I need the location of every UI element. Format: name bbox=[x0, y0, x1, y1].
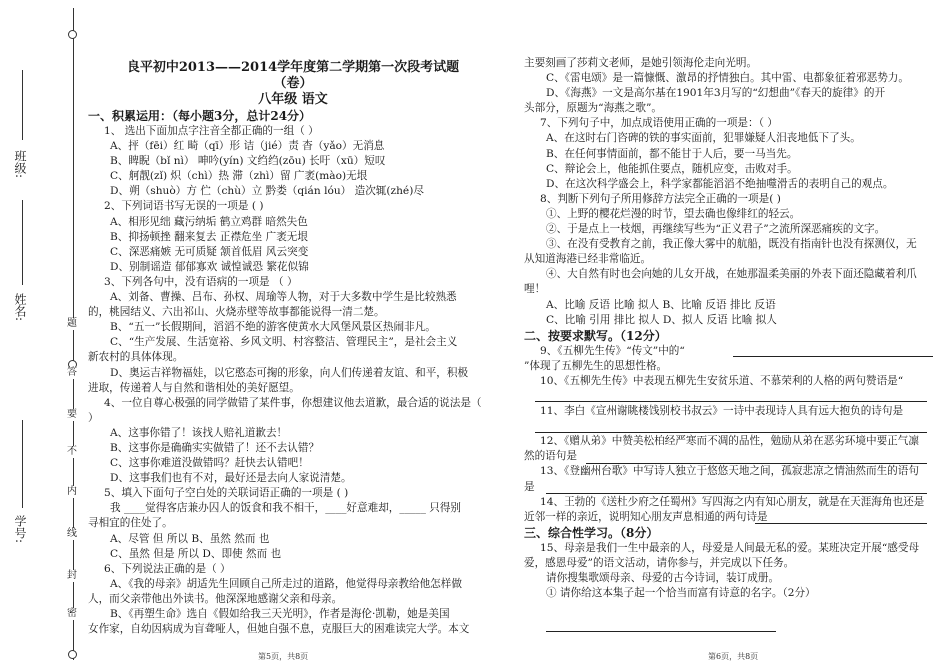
question-line: 11、李白《宣州谢眺楼饯别校书叔云》一诗中表现诗人具有远大抱负的诗句是 bbox=[540, 405, 904, 418]
seal-char: 封 bbox=[64, 570, 80, 582]
page-number-left: 第5页，共8页 bbox=[258, 652, 309, 661]
answer-blank-10[interactable] bbox=[535, 390, 927, 402]
page-number-right: 第6页，共8页 bbox=[708, 652, 759, 661]
answer-blank-12[interactable] bbox=[586, 452, 927, 464]
seal-char: 内 bbox=[64, 486, 80, 498]
question-line: ） bbox=[88, 411, 99, 424]
question-line: 人，而父亲带他出外读书。他深深地感谢父亲和母亲。 bbox=[88, 592, 343, 605]
question-line: 15、母亲是我们一生中最亲的人，母爱是人间最无私的爱。某班决定开展“感受母 bbox=[540, 541, 920, 554]
class-label: 班级: bbox=[13, 150, 27, 179]
seal-char: 答 bbox=[64, 367, 80, 379]
question-line: A、在这时右门咨碑的铁的事实面前，犯罪嫌疑人汨丧地低下了头。 bbox=[546, 132, 861, 145]
question-line: C、深恶痛嫉 无可质疑 颔首低眉 风云突变 bbox=[110, 245, 309, 258]
seal-char: 密 bbox=[64, 608, 80, 620]
left-question-text bbox=[88, 108, 498, 637]
question-line: B、在任何事情面前，都不能甘于人后，要一马当先。 bbox=[546, 147, 798, 160]
class-blank[interactable] bbox=[22, 70, 23, 140]
id-blank[interactable] bbox=[22, 420, 23, 508]
section-heading: 一、积累运用：（每小题3分，总计24分） bbox=[88, 109, 312, 123]
id-label: 学号: bbox=[13, 515, 27, 544]
question-line: B、《再塑生命》选自《假如给我三天光明》，作者是海伦·凯勒，她是美国 bbox=[110, 608, 450, 620]
seal-char: 不 bbox=[64, 446, 80, 458]
left-page bbox=[88, 60, 498, 637]
question-line: D、朔（shuò）方 伫（chù）立 黔娄（qián lóu） 造次辄(zhé)尽 bbox=[110, 185, 424, 198]
question-line: 1、 选出下面加点字注音全都正确的一组（ ） bbox=[104, 125, 319, 137]
question-line: 我 ____觉得客店兼办囚人的饭食和我不相干，____好意难却，_____ 只得别 bbox=[110, 502, 462, 515]
question-line: 请你搜集歌颂母亲、母爱的古今诗词，装订成册。 bbox=[546, 572, 780, 584]
question-line: C、辩论会上，他能抓住要点，随机应变，击败对手。 bbox=[546, 162, 798, 175]
question-line: B、这事你是确确实实做错了！还不去认错？ bbox=[110, 441, 320, 454]
question-line: D、别制谣造 郁郁寡欢 诚惶诚恐 繁花似锦 bbox=[110, 260, 309, 273]
question-line: 进取，传递着人与自然和谐相处的美好愿望。 bbox=[88, 381, 300, 394]
question-line: 10、《五柳先生传》中表现五柳先生安贫乐道、不慕荣利的人格的两句赞语是“ bbox=[540, 374, 904, 387]
question-line: 8、判断下列句子所用修辞方法完全正确的一项是( ) bbox=[540, 192, 781, 205]
answer-blank-9[interactable] bbox=[733, 345, 933, 357]
question-line: A、刘备、曹操、吕布、孙权、周瑜等人物，对于大多数中学生是比较熟悉 bbox=[110, 291, 457, 304]
question-line: ①、上野的樱花烂漫的时节，望去确也像绯红的轻云。 bbox=[546, 207, 801, 220]
question-line: A、《我的母亲》胡适先生回顾自己所走过的道路，他觉得母亲教给他怎样做 bbox=[110, 577, 462, 590]
question-line: 寻相宜的住处了。 bbox=[88, 517, 173, 530]
question-line: 12、《赠从弟》中赞美松柏经严寒而不凋的品性，勉励从弟在恶劣环境中要正气凛 bbox=[540, 435, 919, 448]
question-line: 7、下列句子中，加点成语使用正确的一项是：（ ） bbox=[540, 117, 778, 130]
question-line: D、《海燕》一文是高尔基在1901年3月写的“幻想曲”《春天的旋律》的开 bbox=[546, 87, 886, 100]
question-line: ”体现了五柳先生的思想性格。 bbox=[524, 359, 668, 372]
question-line: 14、王勃的《送杜少府之任蜀州》写四海之内有知心朋友，就是在天涯海角也还是 bbox=[540, 495, 925, 508]
binding-hole bbox=[68, 650, 77, 659]
seal-char: 线 bbox=[64, 528, 80, 540]
question-line: C、比喻 引用 排比 拟人 D、拟人 反语 比喻 拟人 bbox=[546, 313, 777, 326]
question-line: A、比喻 反语 比喻 拟人 B、比喻 反语 排比 反语 bbox=[546, 298, 776, 311]
question-line: 从知道海港已经非常临近。 bbox=[524, 253, 652, 266]
answer-blank-13[interactable] bbox=[546, 482, 927, 494]
answer-blank-11[interactable] bbox=[535, 421, 927, 433]
question-line: 是 bbox=[524, 480, 535, 493]
question-line: 6、下列说法正确的是（ ） bbox=[104, 562, 231, 575]
question-line: 5、填入下面句子空白处的关联词语正确的一项是 ( ) bbox=[104, 487, 349, 500]
question-line: 2、下列词语书写无误的一项是 ( ) bbox=[104, 200, 264, 213]
question-line: B、睥睨（bǐ nì） 呻吟(yín) 文绉绉(zōu) 长吁（xū）短叹 bbox=[110, 155, 386, 168]
question-line: C、“生产发展、生活宽裕、乡风文明、村容整洁、管理民主”，是社会主义 bbox=[110, 336, 458, 349]
section-heading: 三、综合性学习。（8分） bbox=[524, 525, 659, 540]
question-line: ②、于是点上一枝烟，再继续写些为“正义君子”之流所深恶痛疾的文字。 bbox=[546, 223, 886, 236]
question-line: A、抨（fēi）红 畸（qī）形 诘（jié）责 杳（yǎo）无消息 bbox=[110, 140, 385, 153]
question-line: D、奥运吉祥物福娃，以它憨态可掬的形象，向人们传递着友谊、和平，积极 bbox=[110, 366, 469, 379]
grade-subject: 八年级 语文 bbox=[258, 92, 328, 107]
question-line: 9、《五柳先生传》“传文”中的“ bbox=[540, 344, 685, 357]
question-line: C、虽然 但是 所以 D、即使 然而 也 bbox=[110, 547, 282, 560]
answer-blank-15[interactable] bbox=[546, 620, 776, 632]
question-line: C、《雷电颂》是一篇慷慨、激昂的抒情独白。其中雷、电都象征着邪恶势力。 bbox=[546, 72, 909, 85]
question-line: D、在这次科学盛会上，科学家都能滔滔不绝抽噬滑舌的表明自己的观点。 bbox=[546, 177, 894, 190]
question-line: 主要刻画了莎莉文老师，是她引领海伦走向光明。 bbox=[524, 57, 758, 69]
question-line: 女作家，自幼因病成为盲聋哑人，但她自强不息，克服巨大的困难读完大学。本文 bbox=[88, 623, 470, 636]
seal-char: 题 bbox=[64, 318, 80, 330]
question-line: ③、在没有受教育之前，我正像大雾中的航船，既没有指南针也没有探测仪，无 bbox=[546, 238, 917, 251]
question-line: C、舸靓(zǐ) 炽（chì）热 滞（zhì）留 广袤(mào)无垠 bbox=[110, 170, 368, 183]
question-line: A、尽管 但 所以 B、虽然 然而 也 bbox=[110, 532, 270, 545]
question-line: 哩！ bbox=[524, 283, 546, 296]
question-line: 近邻一样的亲近，说明知心朋友声息相通的两句诗是 bbox=[524, 510, 768, 523]
answer-blank-14[interactable] bbox=[755, 512, 927, 524]
exam-title: 良平初中2013——2014学年度第二学期第一次段考试题 bbox=[126, 60, 460, 75]
question-line: B、“五一”长假期间，滔滔不绝的游客使黄水大风堡风景区热闹非凡。 bbox=[110, 321, 436, 334]
question-line: ④、大自然有时也会向她的儿女开战，在她那温柔美丽的外表下面还隐藏着利爪 bbox=[546, 268, 917, 281]
question-line: ① 请你给这本集子起一个恰当而富有诗意的名字。（2分） bbox=[546, 587, 816, 600]
binding-line bbox=[73, 8, 74, 660]
name-label: 姓名: bbox=[13, 293, 27, 322]
question-line: D、这事我们也有不对，最好还是去向人家说清楚。 bbox=[110, 472, 352, 485]
question-line: 爱，感恩母爱”的语文活动，请你参与，并完成以下任务。 bbox=[524, 556, 795, 569]
section-heading: 二、按要求默写。（12分） bbox=[524, 328, 667, 343]
question-line: B、抑扬顿挫 翻来复去 正襟危坐 广袤无垠 bbox=[110, 230, 308, 243]
question-line: A、相形见绌 藏污纳垢 鹤立鸡群 暗然失色 bbox=[110, 215, 308, 228]
question-line: 新农村的具体体现。 bbox=[88, 351, 184, 364]
question-line: 然的语句是 bbox=[524, 450, 577, 463]
question-line: 3、下列各句中，没有语病的一项是 （ ） bbox=[104, 275, 298, 288]
seal-char: 要 bbox=[64, 409, 80, 421]
exam-volume: （卷） bbox=[273, 76, 313, 91]
question-line: 的，桃园结义、六出祁山、火烧赤壁等故事都能说得一清二楚。 bbox=[88, 306, 385, 319]
binding-margin bbox=[0, 0, 82, 672]
question-line: 13、《登幽州台歌》中写诗人独立于悠悠天地之间，孤寂悲凉之情油然而生的语句 bbox=[540, 465, 919, 478]
binding-hole bbox=[68, 30, 77, 39]
question-line: A、这事你错了！该找人赔礼道歉去！ bbox=[110, 426, 288, 439]
name-blank[interactable] bbox=[22, 200, 23, 285]
question-line: 4、一位自尊心极强的同学做错了某件事，你想建议他去道歉，最合适的说法是（ bbox=[104, 396, 482, 409]
question-line: C、这事你难道没做错吗？赶快去认错吧！ bbox=[110, 457, 309, 470]
question-line: 头部分，原题为“海燕之歌”。 bbox=[524, 102, 662, 115]
